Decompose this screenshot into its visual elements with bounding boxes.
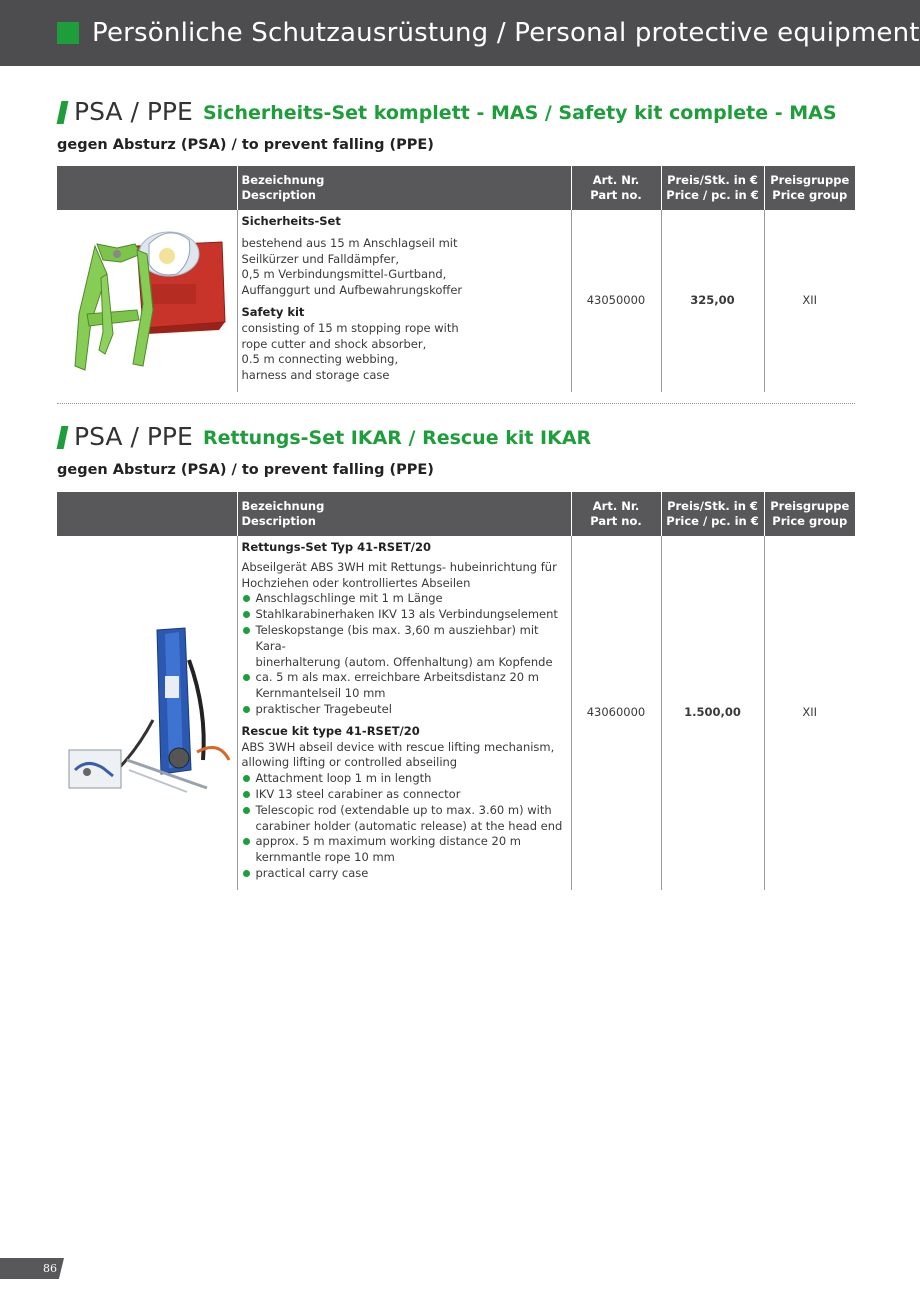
product-text-line: bestehend aus 15 m Anschlagseil mit: [241, 235, 458, 250]
list-item: [242, 787, 567, 803]
product-image-cell: [57, 210, 237, 392]
header-description-de: Bezeichnung: [241, 173, 325, 187]
header-price-group-en: Price group: [772, 188, 848, 202]
section-prefix: PSA / PPE: [74, 97, 193, 126]
section-name: Sicherheits-Set komplett - MAS / Safety kit complete - MAS: [203, 102, 837, 124]
page-header-title: Persönliche Schutzausrüstung / Personal protective equipment: [92, 18, 920, 48]
list-item: [242, 866, 567, 882]
product-title-en: Safety kit: [241, 304, 305, 319]
section-prefix: PSA / PPE: [74, 422, 193, 451]
header-price-en: Price / pc. in €: [666, 514, 759, 528]
list-item: [242, 771, 567, 787]
list-item-text: Anschlagschlinge mit 1 m Länge: [255, 591, 443, 606]
product-text-line: rope cutter and shock absorber,: [241, 336, 427, 351]
product-text-line: Seilkürzer und Falldämpfer,: [241, 251, 399, 266]
section-subtitle: gegen Absturz (PSA) / to prevent falling (PPE): [57, 137, 434, 153]
page-number: 86: [43, 1262, 57, 1275]
header-price-group: [764, 492, 855, 536]
price: 1.500,00: [661, 536, 764, 890]
list-item: [242, 607, 567, 623]
list-item-text: praktischer Tragebeutel: [255, 701, 392, 716]
product-description: [237, 536, 571, 890]
list-item-text: Telescopic rod (extendable up to max. 3.60 m) with: [255, 802, 552, 817]
price-group: XII: [764, 536, 855, 890]
price: 325,00: [661, 210, 764, 392]
product-text-line: Abseilgerät ABS 3WH mit Rettungs- hubeinrichtung für: [241, 559, 557, 574]
section-title: [57, 97, 855, 131]
section-safety-kit: [57, 97, 855, 383]
product-text-line: harness and storage case: [241, 368, 390, 383]
header-description-en: Description: [241, 514, 316, 528]
header-part-no-en: Part no.: [590, 188, 642, 202]
list-item-text: ca. 5 m als max. erreichbare Arbeitsdistanz 20 m: [255, 670, 539, 685]
product-text-line: 0.5 m connecting webbing,: [241, 352, 399, 367]
product-text-line: allowing lifting or controlled abseiling: [241, 755, 458, 770]
list-item: [242, 623, 567, 670]
list-item-text: IKV 13 steel carabiner as connector: [255, 786, 461, 801]
product-title-en: Rescue kit type 41-RSET/20: [241, 723, 420, 738]
list-item-text: practical carry case: [255, 865, 369, 880]
product-image-cell: [57, 536, 237, 890]
section-rescue-kit: [57, 422, 855, 880]
header-description-de: Bezeichnung: [241, 499, 325, 513]
section-name: Rettungs-Set IKAR / Rescue kit IKAR: [203, 427, 592, 449]
list-item-text: carabiner holder (automatic release) at the head end: [255, 818, 563, 833]
product-description: [237, 210, 571, 392]
header-price: [661, 492, 764, 536]
list-item: [242, 591, 567, 607]
header-description: [237, 166, 571, 210]
header-description-en: Description: [241, 188, 316, 202]
list-item-text: binerhalterung (autom. Offenhaltung) am Kopfende: [255, 654, 553, 669]
header-price-en: Price / pc. in €: [666, 188, 759, 202]
product-text-line: ABS 3WH abseil device with rescue lifting mechanism,: [241, 739, 555, 754]
header-price-de: Preis/Stk. in €: [667, 173, 758, 187]
product-text-line: consisting of 15 m stopping rope with: [241, 320, 459, 335]
list-item-text: approx. 5 m maximum working distance 20 m: [255, 834, 521, 849]
header-price: [661, 166, 764, 210]
product-text-line: Hochziehen oder kontrolliertes Abseilen: [241, 575, 471, 590]
header-price-group-en: Price group: [772, 514, 848, 528]
list-item: [242, 834, 567, 866]
list-item-text: Attachment loop 1 m in length: [255, 771, 432, 786]
feature-list-de: [242, 591, 567, 717]
header-image-cell: [57, 166, 237, 210]
green-square-icon: [57, 22, 79, 44]
header-image-cell: [57, 492, 237, 536]
list-item-text: Kernmantelseil 10 mm: [255, 686, 386, 701]
product-table: [57, 166, 855, 392]
table-header-row: [57, 492, 855, 536]
header-part-no-en: Part no.: [590, 514, 642, 528]
header-price-group-de: Preisgruppe: [770, 173, 850, 187]
list-item-text: Teleskopstange (bis max. 3,60 m ausziehbar) mit Kara-: [255, 622, 539, 653]
product-table: [57, 492, 855, 890]
header-part-no: [571, 166, 661, 210]
header-description: [237, 492, 571, 536]
section-title: [57, 422, 855, 456]
list-item-text: Stahlkarabinerhaken IKV 13 als Verbindungselement: [255, 607, 558, 622]
product-title-de: Sicherheits-Set: [241, 214, 341, 228]
header-price-group: [764, 166, 855, 210]
section-subtitle: gegen Absturz (PSA) / to prevent falling (PPE): [57, 462, 434, 478]
header-part-no-de: Art. Nr.: [592, 173, 640, 187]
feature-list-en: [242, 771, 567, 882]
table-header-row: [57, 166, 855, 210]
header-part-no: [571, 492, 661, 536]
section-divider: [57, 403, 855, 404]
product-text-line: Auffanggurt und Aufbewahrungskoffer: [241, 283, 463, 298]
safety-harness-kit-image: [57, 214, 237, 384]
green-bar-icon: [57, 101, 69, 124]
green-bar-icon: [57, 426, 69, 449]
part-number: 43050000: [571, 210, 661, 392]
list-item: [242, 702, 567, 718]
price-group: XII: [764, 210, 855, 392]
product-text-line: 0,5 m Verbindungsmittel-Gurtband,: [241, 267, 447, 282]
rescue-kit-image: [57, 620, 237, 800]
header-price-de: Preis/Stk. in €: [667, 499, 758, 513]
part-number: 43060000: [571, 536, 661, 890]
list-item: [242, 803, 567, 835]
table-row: [57, 536, 855, 890]
header-price-group-de: Preisgruppe: [770, 499, 850, 513]
product-title-de: Rettungs-Set Typ 41-RSET/20: [241, 540, 431, 554]
table-row: [57, 210, 855, 392]
list-item: [242, 670, 567, 702]
header-part-no-de: Art. Nr.: [592, 499, 640, 513]
list-item-text: kernmantle rope 10 mm: [255, 850, 395, 865]
